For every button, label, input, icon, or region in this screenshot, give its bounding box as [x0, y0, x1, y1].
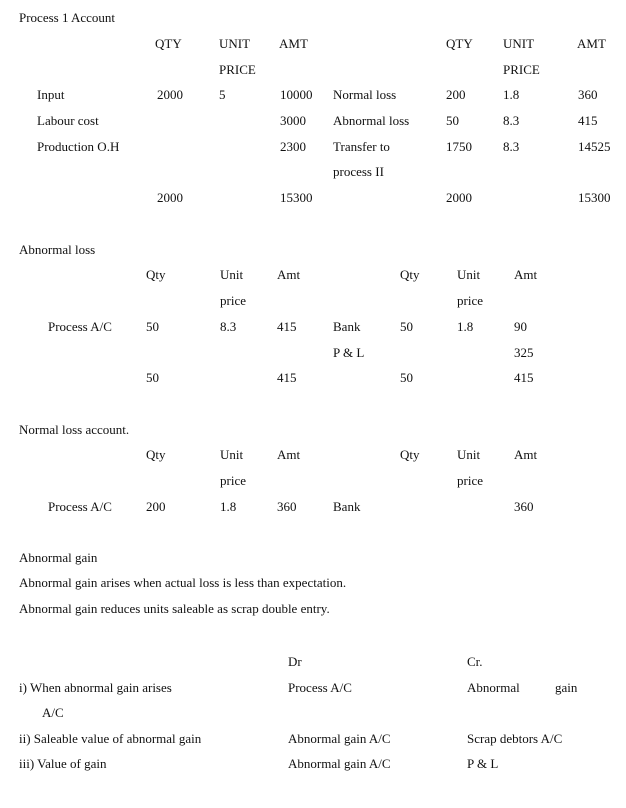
p1-dr-amt: 3000	[280, 113, 306, 128]
al-dr-label: Process A/C	[48, 319, 112, 334]
ag-entry-dr: Abnormal gain A/C	[288, 756, 391, 771]
p1-cr-price: 8.3	[503, 113, 520, 128]
nl-header-cr-amt: Amt	[514, 447, 538, 462]
p1-cr-label: Normal loss	[333, 87, 397, 102]
al-dr-qty: 50	[146, 319, 159, 334]
nl-dr-price: 1.8	[220, 499, 237, 514]
p1-header-cr-amt: AMT	[577, 36, 606, 51]
p1-dr-label: Input	[37, 87, 65, 102]
ag-entry-dr: Abnormal gain A/C	[288, 731, 391, 746]
al-cr-label: P & L	[333, 345, 365, 360]
abnormal-loss-title: Abnormal loss	[19, 242, 96, 257]
abnormal-gain-line1: Abnormal gain arises when actual loss is less than expectation.	[19, 575, 347, 590]
al-cr-amt: 90	[514, 319, 527, 334]
p1-cr-amt: 415	[578, 113, 598, 128]
p1-header-dr-unit: UNIT	[219, 36, 251, 51]
p1-dr-amt: 2300	[280, 139, 306, 154]
p1-total-cr-amt: 15300	[578, 190, 611, 205]
al-header-cr-amt: Amt	[514, 267, 538, 282]
process1-title: Process 1 Account	[19, 10, 116, 25]
p1-header-cr-qty: QTY	[446, 36, 473, 51]
ag-entry-label: iii) Value of gain	[19, 756, 107, 771]
p1-cr-qty: 50	[446, 113, 459, 128]
abnormal-gain-line2: Abnormal gain reduces units saleable as scrap double entry.	[19, 601, 330, 616]
ag-entry-cr: Scrap debtors A/C	[467, 731, 563, 746]
ag-entry-cr: P & L	[467, 756, 499, 771]
p1-total-cr-qty: 2000	[446, 190, 472, 205]
p1-dr-amt: 10000	[280, 87, 313, 102]
al-total-cr-amt: 415	[514, 370, 534, 385]
nl-header-qty: Qty	[146, 447, 166, 462]
p1-header-dr-qty: QTY	[155, 36, 182, 51]
ag-entry-dr: Process A/C	[288, 680, 352, 695]
p1-header-cr-price: PRICE	[503, 62, 540, 77]
al-cr-price: 1.8	[457, 319, 474, 334]
p1-cr-price: 1.8	[503, 87, 520, 102]
al-header-price: price	[220, 293, 246, 308]
al-header-cr-price: price	[457, 293, 483, 308]
p1-cr-label: Transfer to	[333, 139, 390, 154]
nl-dr-qty: 200	[146, 499, 166, 514]
ag-entry-label: i) When abnormal gain arises	[19, 680, 172, 695]
ag-entry-cr-cont: gain	[555, 680, 578, 695]
nl-dr-label: Process A/C	[48, 499, 112, 514]
nl-cr-label: Bank	[333, 499, 361, 514]
al-total-dr-qty: 50	[146, 370, 159, 385]
p1-cr-qty: 200	[446, 87, 466, 102]
al-header-cr-unit: Unit	[457, 267, 481, 282]
al-header-amt: Amt	[277, 267, 301, 282]
nl-header-unit: Unit	[220, 447, 244, 462]
p1-dr-label: Labour cost	[37, 113, 99, 128]
ag-dr-header: Dr	[288, 654, 302, 669]
p1-dr-qty: 2000	[157, 87, 183, 102]
normal-loss-title: Normal loss account.	[19, 422, 130, 437]
al-cr-qty: 50	[400, 319, 413, 334]
p1-cr-amt: 360	[578, 87, 598, 102]
al-total-cr-qty: 50	[400, 370, 413, 385]
al-header-qty: Qty	[146, 267, 166, 282]
p1-dr-price: 5	[219, 87, 226, 102]
p1-header-cr-unit: UNIT	[503, 36, 535, 51]
p1-dr-label: Production O.H	[37, 139, 120, 154]
p1-cr-price: 8.3	[503, 139, 520, 154]
p1-header-dr-price: PRICE	[219, 62, 256, 77]
al-dr-price: 8.3	[220, 319, 237, 334]
ag-cr-header: Cr.	[467, 654, 483, 669]
abnormal-gain-title: Abnormal gain	[19, 550, 98, 565]
ag-entry-cr: Abnormal	[467, 680, 520, 695]
p1-cr-label: Abnormal loss	[333, 113, 410, 128]
al-header-unit: Unit	[220, 267, 244, 282]
p1-cr-label-cont: process II	[333, 164, 384, 179]
p1-header-dr-amt: AMT	[279, 36, 308, 51]
nl-header-cr-qty: Qty	[400, 447, 420, 462]
ag-entry-label-cont: A/C	[42, 705, 64, 720]
nl-header-amt: Amt	[277, 447, 301, 462]
nl-header-price: price	[220, 473, 246, 488]
al-dr-amt: 415	[277, 319, 297, 334]
nl-cr-amt: 360	[514, 499, 534, 514]
al-cr-label: Bank	[333, 319, 361, 334]
nl-dr-amt: 360	[277, 499, 297, 514]
p1-total-dr-amt: 15300	[280, 190, 313, 205]
nl-header-cr-price: price	[457, 473, 483, 488]
p1-total-dr-qty: 2000	[157, 190, 183, 205]
ag-entry-label: ii) Saleable value of abnormal gain	[19, 731, 202, 746]
al-header-cr-qty: Qty	[400, 267, 420, 282]
p1-cr-qty: 1750	[446, 139, 472, 154]
al-total-dr-amt: 415	[277, 370, 297, 385]
nl-header-cr-unit: Unit	[457, 447, 481, 462]
p1-cr-amt: 14525	[578, 139, 611, 154]
al-cr-amt: 325	[514, 345, 534, 360]
